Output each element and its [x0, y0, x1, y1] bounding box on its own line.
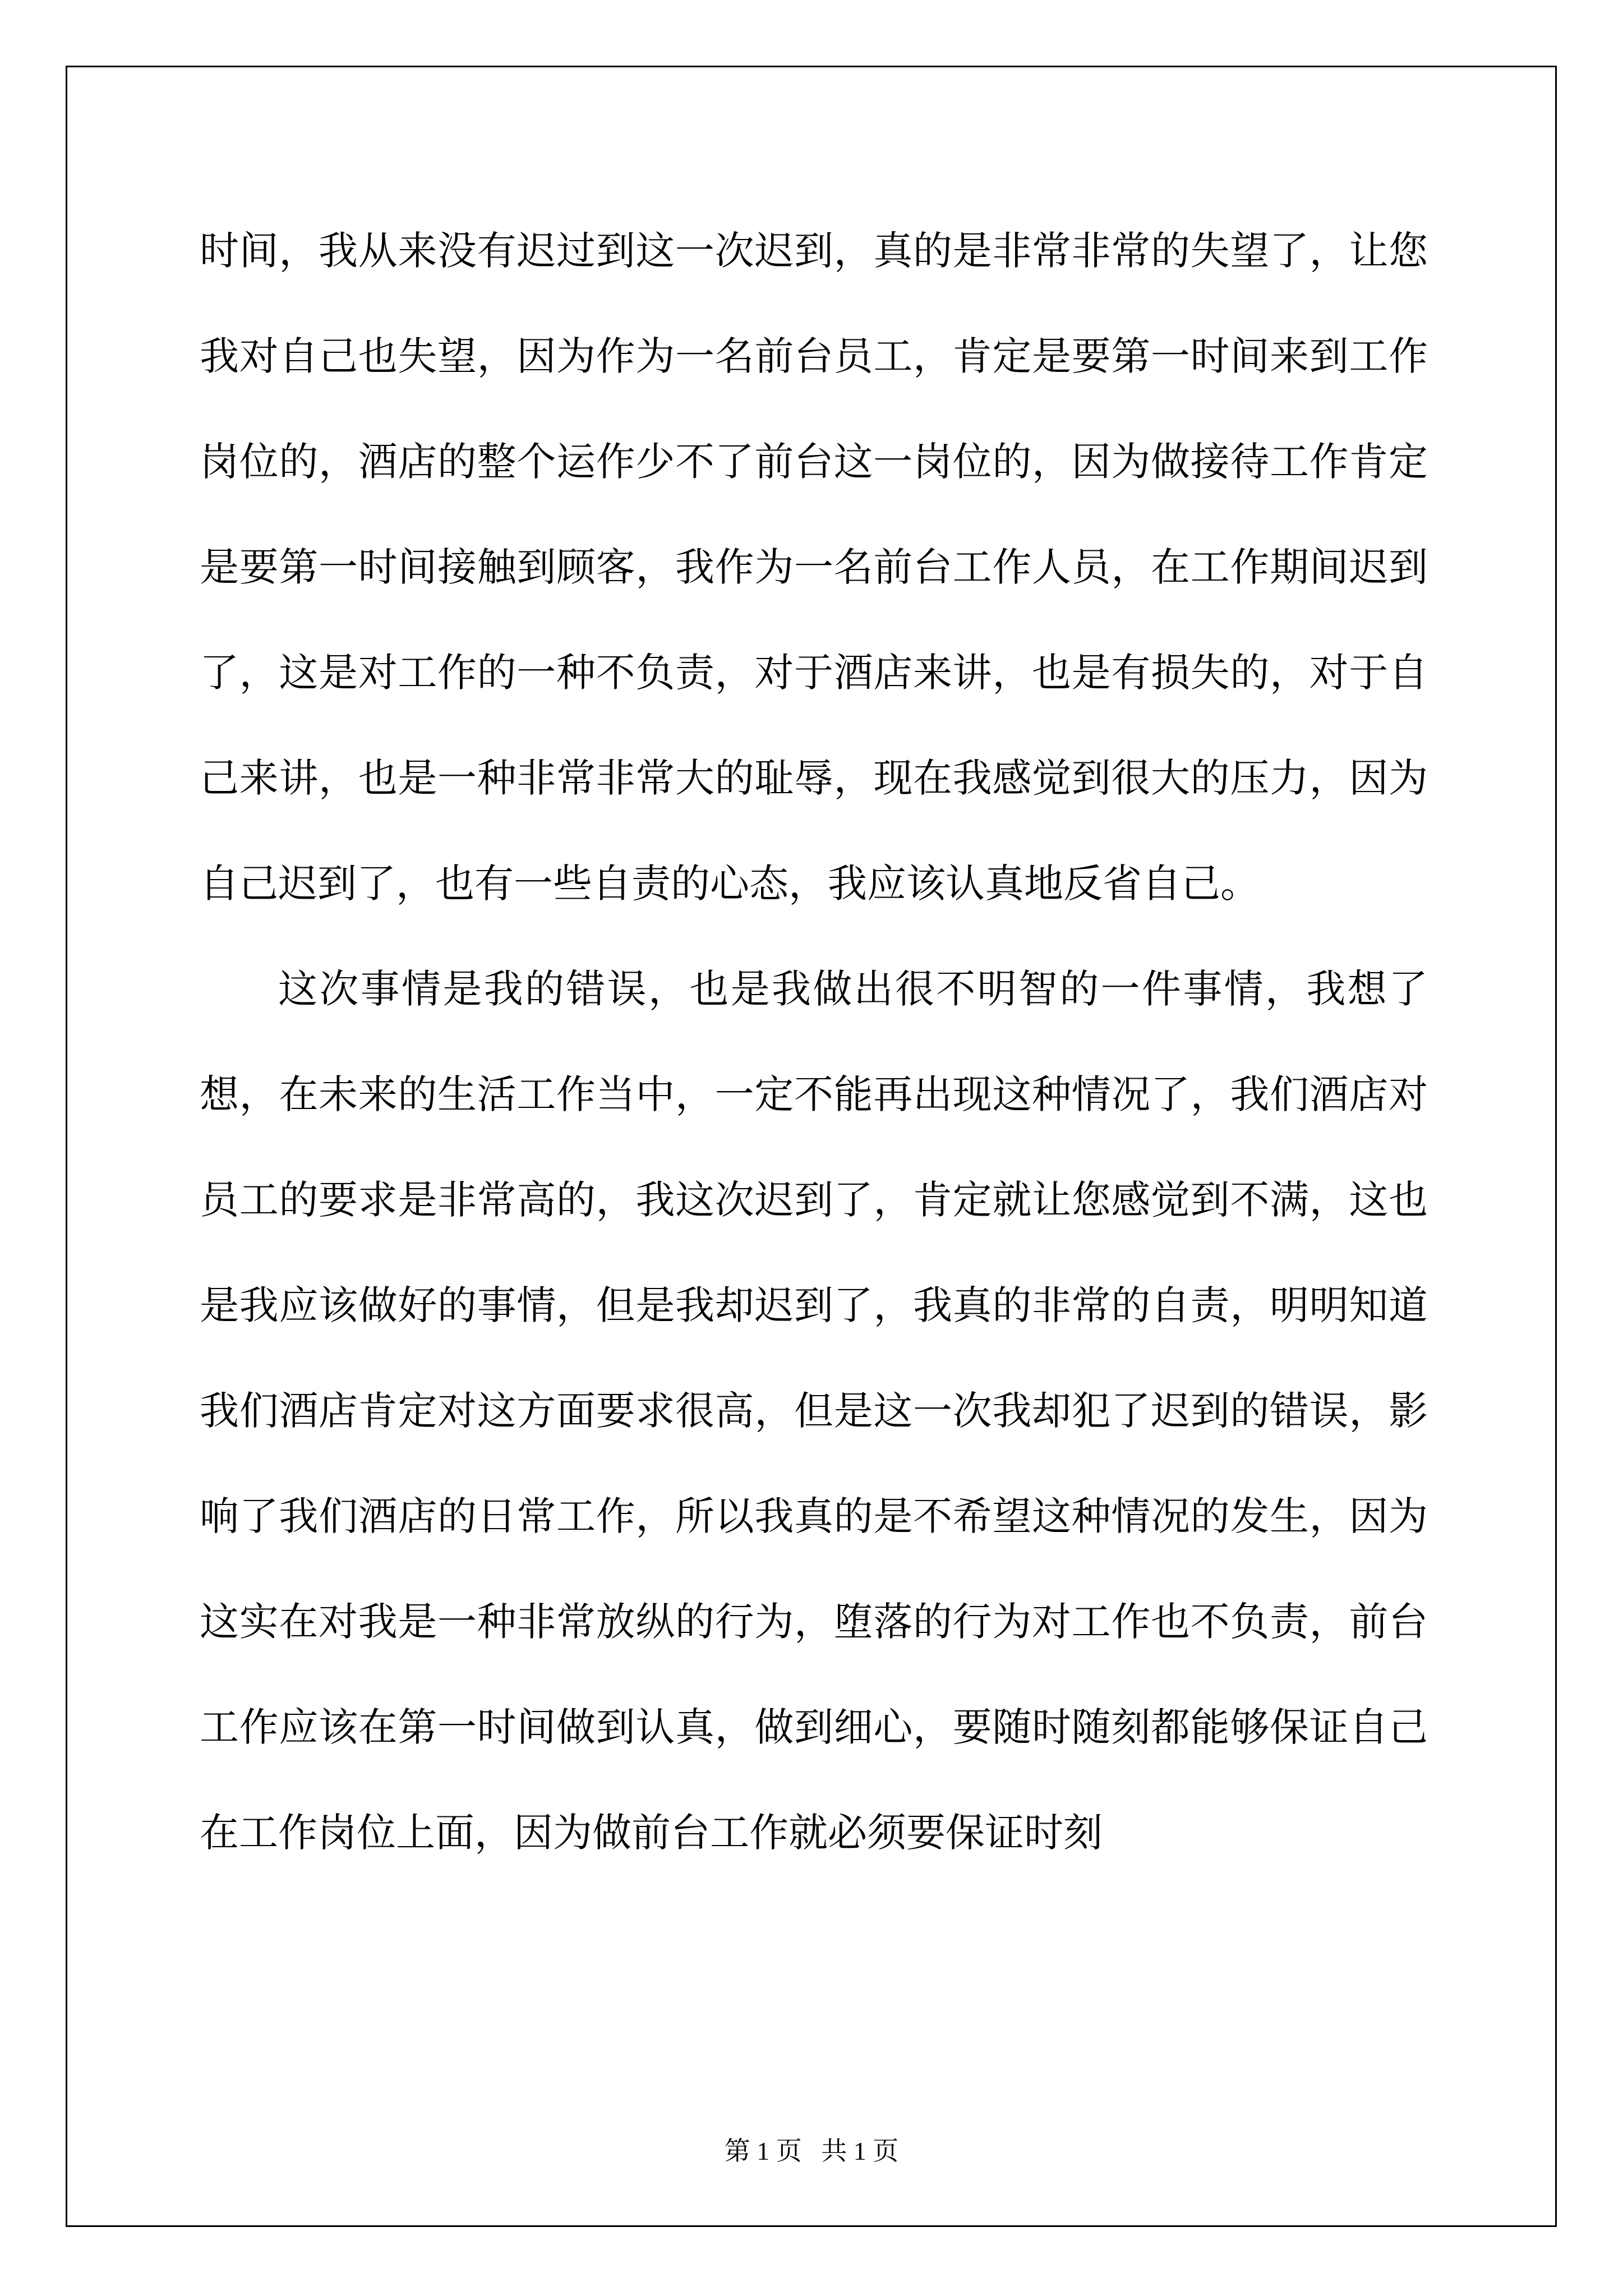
paragraph-2: 这次事情是我的错误，也是我做出很不明智的一件事情，我想了想，在未来的生活工作当中，一定不能再出现这种情况了，我们酒店对员工的要求是非常高的，我这次迟到了，肯定就让您感觉到不满，这也是我应该做好的事情，但是我却迟到了，我真的非常的自责，明明知道我们酒店肯定对这方面要求很高，但是这一次我却犯了迟到的错误，影响了我们酒店的日常工作，所以我真的是不希望这种情况的发生，因为这实在对我是一种非常放纵的行为，堕落的行为对工作也不负责，前台工作应该在第一时间做到认真，做到细心，要随时随刻都能够保证自己在工作岗位上面，因为做前台工作就必须要保证时刻	[200, 966, 1428, 1856]
document-body	[200, 198, 1428, 1885]
paragraph-1: 时间，我从来没有迟过到这一次迟到，真的是非常非常的失望了，让您我对自己也失望，因为作为一名前台员工，肯定是要第一时间来到工作岗位的，酒店的整个运作少不了前台这一岗位的，因为做接待工作肯定是要第一时间接触到顾客，我作为一名前台工作人员，在工作期间迟到了，这是对工作的一种不负责，对于酒店来讲，也是有损失的，对于自己来讲，也是一种非常非常大的耻辱，现在我感觉到很大的压力，因为自己迟到了，也有一些自责的心态，我应该认真地反省自己。	[200, 228, 1428, 907]
page-footer: 第 1 页 共 1 页	[724, 2137, 899, 2165]
